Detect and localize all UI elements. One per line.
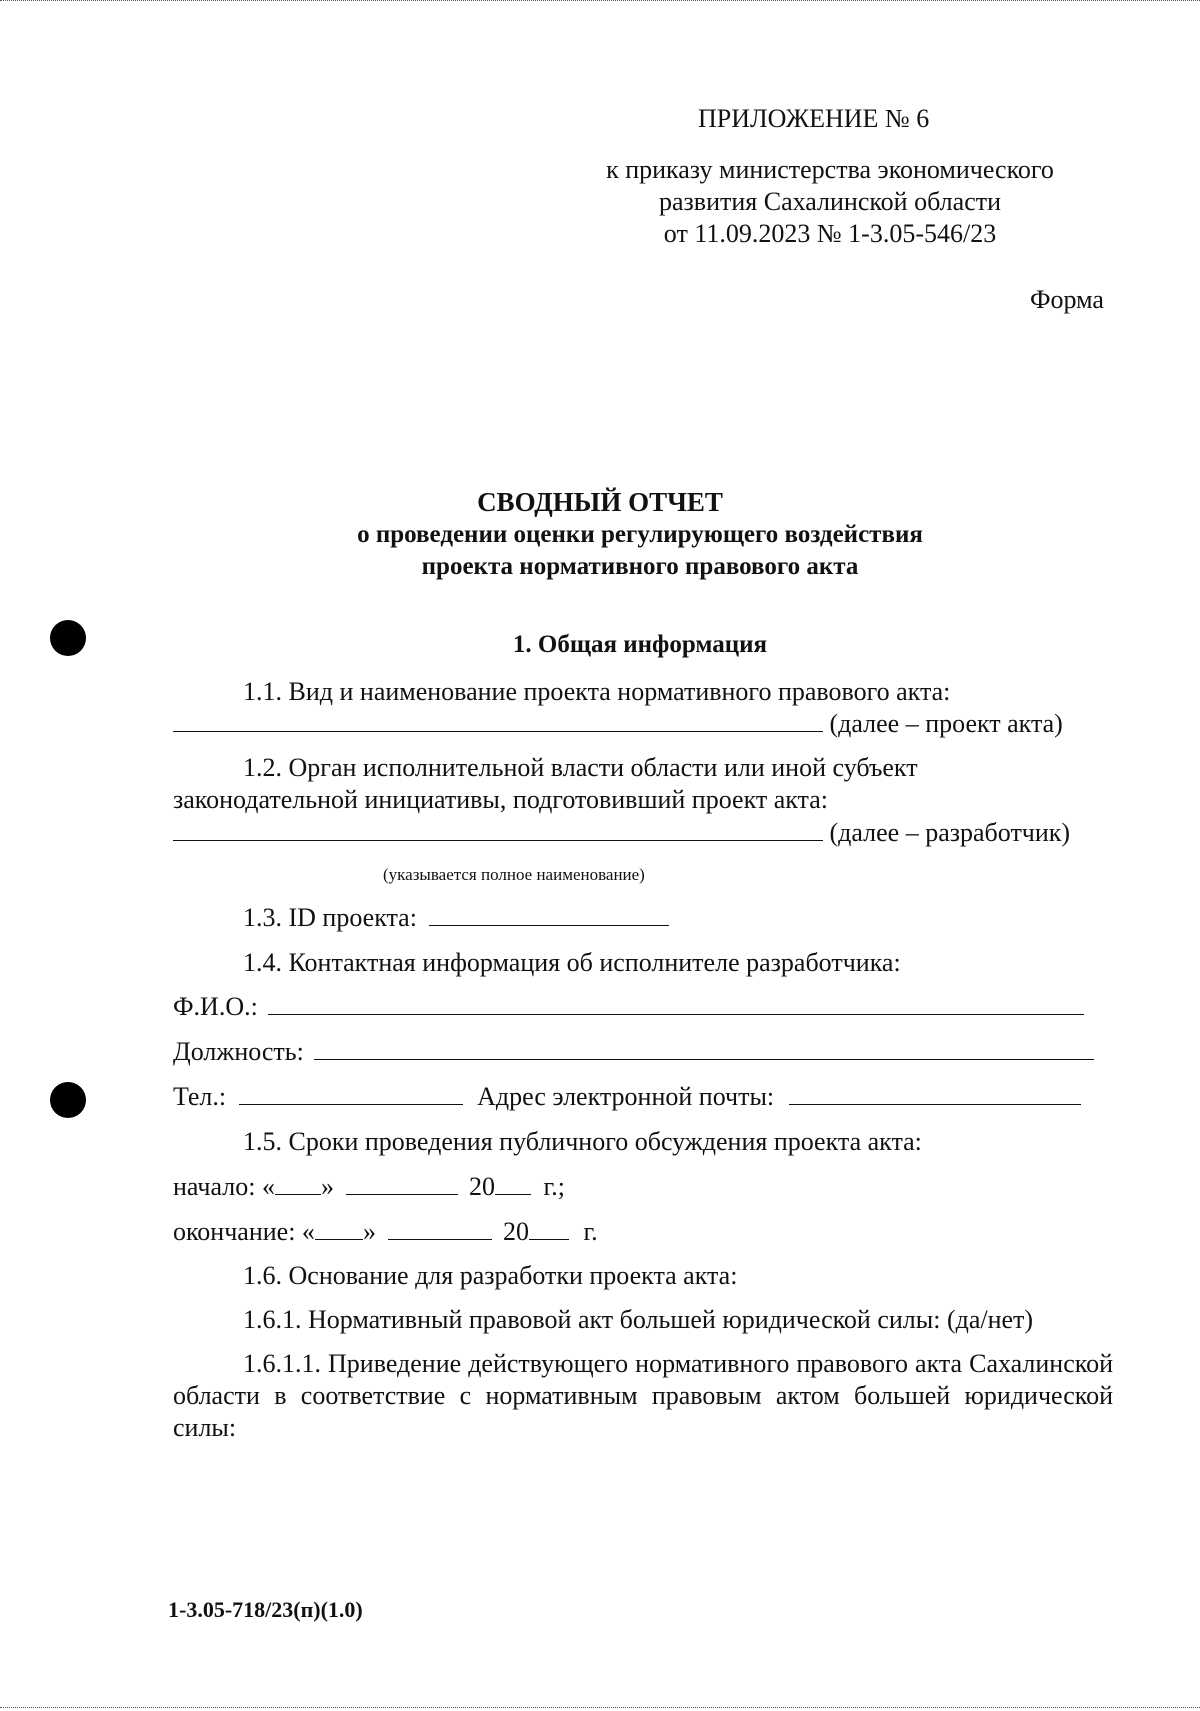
document-code: 1-3.05-718/23(п)(1.0) <box>168 1597 363 1622</box>
item-1-1-after: (далее – проект акта) <box>829 709 1063 738</box>
fio-line <box>173 991 1084 1023</box>
item-1-2-line-1: 1.2. Орган исполнительной власти области или иной субъект <box>243 753 918 782</box>
item-1-5: 1.5. Сроки проведения публичного обсуждения проекта акта: <box>243 1127 922 1156</box>
item-1-2-line <box>173 817 1070 849</box>
item-1-6-1: 1.6.1. Нормативный правовой акт большей юридической силы: (да/нет) <box>243 1305 1034 1334</box>
start-label: начало: « <box>173 1172 275 1201</box>
end-year: 20 <box>502 1217 529 1246</box>
section-heading: 1. Общая информация <box>512 631 768 658</box>
phone-label: Тел.: <box>173 1082 227 1111</box>
end-date-line <box>173 1216 598 1248</box>
phone-blank[interactable] <box>239 1082 463 1105</box>
order-line-1: к приказу министерства экономического <box>606 155 1054 184</box>
item-1-1: 1.1. Вид и наименование проекта нормативного правового акта: <box>243 677 951 706</box>
project-id-blank[interactable] <box>429 903 669 926</box>
start-year-blank[interactable] <box>495 1172 531 1195</box>
position-label: Должность: <box>173 1037 304 1066</box>
fio-blank[interactable] <box>268 992 1084 1015</box>
top-edge-line <box>0 0 1200 2</box>
developer-name-blank[interactable] <box>173 818 823 841</box>
item-1-3-label: 1.3. ID проекта: <box>243 903 417 932</box>
item-1-4: 1.4. Контактная информация об исполнителе разработчика: <box>243 948 901 977</box>
start-year: 20 <box>468 1172 495 1201</box>
start-day-blank[interactable] <box>275 1172 321 1195</box>
end-end: г. <box>583 1217 598 1246</box>
report-title: СВОДНЫЙ ОТЧЕТ <box>477 487 723 517</box>
punch-hole-bottom <box>50 1082 86 1118</box>
end-year-blank[interactable] <box>529 1217 569 1240</box>
end-mid: » <box>362 1217 376 1246</box>
item-1-2-after: (далее – разработчик) <box>829 818 1071 847</box>
contacts-line <box>173 1081 1081 1113</box>
email-blank[interactable] <box>789 1082 1081 1105</box>
item-1-6-1-1: 1.6.1.1. Приведение действующего нормативного правового акта Сахалинской области в соответствие с нормативным правовым актом большей юридической силы: <box>173 1349 1113 1442</box>
form-label: Форма <box>1030 285 1104 314</box>
item-1-3-line <box>243 902 669 934</box>
item-1-2-line-2: законодательной инициативы, подготовивший проект акта: <box>173 785 829 814</box>
email-label: Адрес электронной почты: <box>477 1082 775 1111</box>
start-end: г.; <box>543 1172 565 1201</box>
end-day-blank[interactable] <box>315 1217 363 1240</box>
order-line-2: развития Сахалинской области <box>658 187 1002 216</box>
report-subtitle-1: о проведении оценки регулирующего воздействия <box>357 521 923 548</box>
item-1-6: 1.6. Основание для разработки проекта акта: <box>243 1261 738 1290</box>
position-blank[interactable] <box>314 1037 1094 1060</box>
order-line-3: от 11.09.2023 № 1-3.05-546/23 <box>663 219 997 248</box>
end-label: окончание: « <box>173 1217 315 1246</box>
start-month-blank[interactable] <box>346 1172 458 1195</box>
project-name-blank[interactable] <box>173 709 823 732</box>
fio-label: Ф.И.О.: <box>173 992 258 1021</box>
bottom-edge-line <box>0 1707 1200 1709</box>
report-subtitle-2: проекта нормативного правового акта <box>421 553 859 580</box>
position-line <box>173 1036 1094 1068</box>
start-mid: » <box>320 1172 334 1201</box>
start-date-line <box>173 1171 565 1203</box>
item-1-2-hint: (указывается полное наименование) <box>383 865 645 884</box>
end-month-blank[interactable] <box>388 1217 492 1240</box>
item-1-1-line <box>173 708 1063 740</box>
appendix-label: ПРИЛОЖЕНИЕ № 6 <box>698 104 930 133</box>
